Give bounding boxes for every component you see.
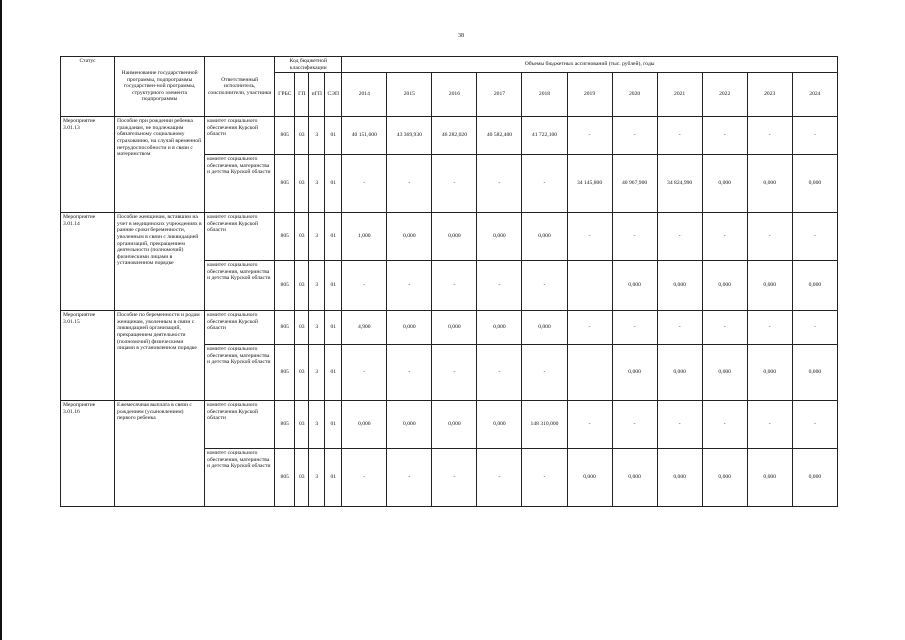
row-value: - [387,449,432,507]
header-year: 2016 [432,73,477,117]
row-value: 0,000 [477,213,522,261]
row-value [567,261,612,311]
row-value: - [432,261,477,311]
row-value: 0,000 [387,311,432,345]
row-name: Пособие женщинам, вставшим на учет в медицинских учреждениях в ранние сроки беременности, уволенным в связи с ликвидацией организаций, прекращением деятельности (полномочий) физическими лицами в установленном порядке [115,213,205,311]
row-value: 0,000 [477,311,522,345]
row-value: 34 145,800 [567,155,612,213]
row-value: 0,000 [522,213,567,261]
header-year: 2017 [477,73,522,117]
header-name: Наименование государственной программы, подпрограммы государствен-ной программы, структурного элемента подпрограммы [115,57,205,117]
row-value: 0,000 [792,449,837,507]
row-value: 0,000 [522,311,567,345]
row-code: 01 [325,155,342,213]
row-value: - [522,261,567,311]
table-row [61,213,838,261]
row-code: 03 [295,117,309,155]
row-value: 0,000 [747,345,792,401]
row-value: 148 310,000 [522,401,567,449]
row-value: 0,000 [387,213,432,261]
row-value: - [792,213,837,261]
header-year: 2018 [522,73,567,117]
header-executor: Ответственный исполнитель, соисполнители, участники [205,57,275,117]
row-value: 40 967,900 [612,155,657,213]
row-value: 0,000 [567,449,612,507]
row-code: 01 [325,311,342,345]
row-value: - [477,261,522,311]
table-row [61,401,838,449]
header-year: 2022 [702,73,747,117]
row-value: - [567,311,612,345]
row-value: 0,000 [432,401,477,449]
row-code: 03 [295,345,309,401]
row-value: - [387,261,432,311]
header-budget-code: Код бюджетной классификации [275,57,342,73]
row-status: Мероприятие 3.01.16 [61,401,115,507]
row-value: 0,000 [702,345,747,401]
row-executor: комитет социального обеспечения, материнства и детства Курской области [205,155,275,213]
row-code: 3 [309,155,325,213]
header-year: 2023 [747,73,792,117]
scan-left-edge [0,0,2,640]
row-status: Мероприятие 3.01.13 [61,117,115,213]
row-value: - [657,401,702,449]
header-code-col: СЭП [325,73,342,117]
row-code: 01 [325,401,342,449]
budget-table [60,56,838,507]
row-value: - [747,401,792,449]
header-code-col: ГП [295,73,309,117]
row-value: - [522,345,567,401]
page-number: 38 [458,33,464,39]
row-value: 0,000 [612,345,657,401]
row-value: 0,000 [747,261,792,311]
table-row [61,117,838,155]
header-code-col: ГРБС [275,73,295,117]
row-value: 43 369,930 [387,117,432,155]
row-value: - [612,117,657,155]
row-code: 805 [275,261,295,311]
row-value: - [702,213,747,261]
row-value: 0,000 [702,155,747,213]
row-code: 01 [325,117,342,155]
row-value: 0,000 [432,213,477,261]
row-value: - [342,155,387,213]
row-value: - [432,155,477,213]
row-value: - [432,449,477,507]
row-executor: комитет социального обеспечения, материнства и детства Курской области [205,261,275,311]
row-value: - [387,155,432,213]
header-year: 2021 [657,73,702,117]
row-code: 3 [309,401,325,449]
row-code: 03 [295,311,309,345]
row-code: 805 [275,213,295,261]
row-code: 03 [295,449,309,507]
row-value: 0,000 [387,401,432,449]
row-code: 3 [309,213,325,261]
row-status: Мероприятие 3.01.14 [61,213,115,311]
row-value: 0,000 [747,449,792,507]
row-value: 0,000 [432,311,477,345]
row-code: 805 [275,449,295,507]
row-value: - [747,311,792,345]
row-value: - [657,213,702,261]
row-value: 34 824,990 [657,155,702,213]
row-code: 805 [275,117,295,155]
row-code: 3 [309,345,325,401]
row-value: - [567,117,612,155]
row-value: - [567,213,612,261]
row-value: 0,000 [702,261,747,311]
header-year: 2024 [792,73,837,117]
row-value: - [612,311,657,345]
row-value: 0,000 [792,155,837,213]
row-code: 3 [309,117,325,155]
row-value: - [702,311,747,345]
row-executor: комитет социального обеспечения, материнства и детства Курской области [205,449,275,507]
row-code: 805 [275,311,295,345]
row-value: - [792,117,837,155]
row-code: 3 [309,449,325,507]
row-value: 0,000 [342,401,387,449]
row-executor: комитет социального обеспечения Курской области [205,401,275,449]
row-executor: комитет социального обеспечения, материнства и детства Курской области [205,345,275,401]
row-value: - [747,117,792,155]
row-value: 0,000 [792,261,837,311]
row-value: 0,000 [702,449,747,507]
row-value: 0,000 [657,449,702,507]
row-value: - [657,117,702,155]
header-year: 2020 [612,73,657,117]
row-executor: комитет социального обеспечения Курской области [205,311,275,345]
row-code: 3 [309,311,325,345]
row-value: - [612,401,657,449]
row-value: - [792,311,837,345]
row-value: 4,900 [342,311,387,345]
row-value: - [747,213,792,261]
row-code: 805 [275,401,295,449]
row-value: - [342,261,387,311]
row-value: 0,000 [612,261,657,311]
row-value: - [657,311,702,345]
row-status: Мероприятие 3.01.15 [61,311,115,401]
row-value: 0,000 [657,345,702,401]
row-code: 03 [295,213,309,261]
row-value: - [792,401,837,449]
row-value: - [522,155,567,213]
row-value: - [702,401,747,449]
row-value: - [702,117,747,155]
row-code: 01 [325,345,342,401]
header-year: 2019 [567,73,612,117]
row-code: 01 [325,213,342,261]
row-code: 01 [325,261,342,311]
row-value: - [567,401,612,449]
row-value: 1,000 [342,213,387,261]
row-value [567,345,612,401]
row-code: 03 [295,261,309,311]
row-value: - [342,345,387,401]
row-code: 03 [295,401,309,449]
header-year: 2015 [387,73,432,117]
row-value: 40 151,600 [342,117,387,155]
row-value: 0,000 [477,401,522,449]
row-code: 805 [275,155,295,213]
row-value: - [612,213,657,261]
row-executor: комитет социального обеспечения Курской области [205,117,275,155]
header-year: 2014 [342,73,387,117]
row-value: - [522,449,567,507]
row-name: Пособие при рождении ребенка гражданам, не подлежащим обязательному социальному страхованию, на случай временной нетрудоспособности и в связи с материнством [115,117,205,213]
row-value: 41 722,100 [522,117,567,155]
row-code: 03 [295,155,309,213]
row-value: 0,000 [612,449,657,507]
row-value: - [477,155,522,213]
row-value: - [477,345,522,401]
table-row [61,311,838,345]
row-value: 0,000 [747,155,792,213]
row-name: Ежемесячная выплата в связи с рождением (усыновлением) первого ребенка [115,401,205,507]
row-value: 46 282,020 [432,117,477,155]
row-value: - [387,345,432,401]
row-name: Пособие по беременности и родам женщинам, уволенным в связи с ликвидацией организаций, прекращением деятельности (полномочий) физическими лицами в установленном порядке [115,311,205,401]
row-value: 40 582,400 [477,117,522,155]
row-value: - [432,345,477,401]
row-value: - [477,449,522,507]
row-value: 0,000 [657,261,702,311]
row-value: - [342,449,387,507]
row-code: 805 [275,345,295,401]
table-body [61,117,838,507]
header-status: Статус [61,57,115,117]
header-code-col: пГП [309,73,325,117]
header-volumes: Объемы бюджетных ассигнований (тыс. рублей), годы [342,57,838,73]
row-value: 0,000 [792,345,837,401]
table-header [61,57,838,117]
row-executor: комитет социального обеспечения Курской области [205,213,275,261]
row-code: 01 [325,449,342,507]
row-code: 3 [309,261,325,311]
